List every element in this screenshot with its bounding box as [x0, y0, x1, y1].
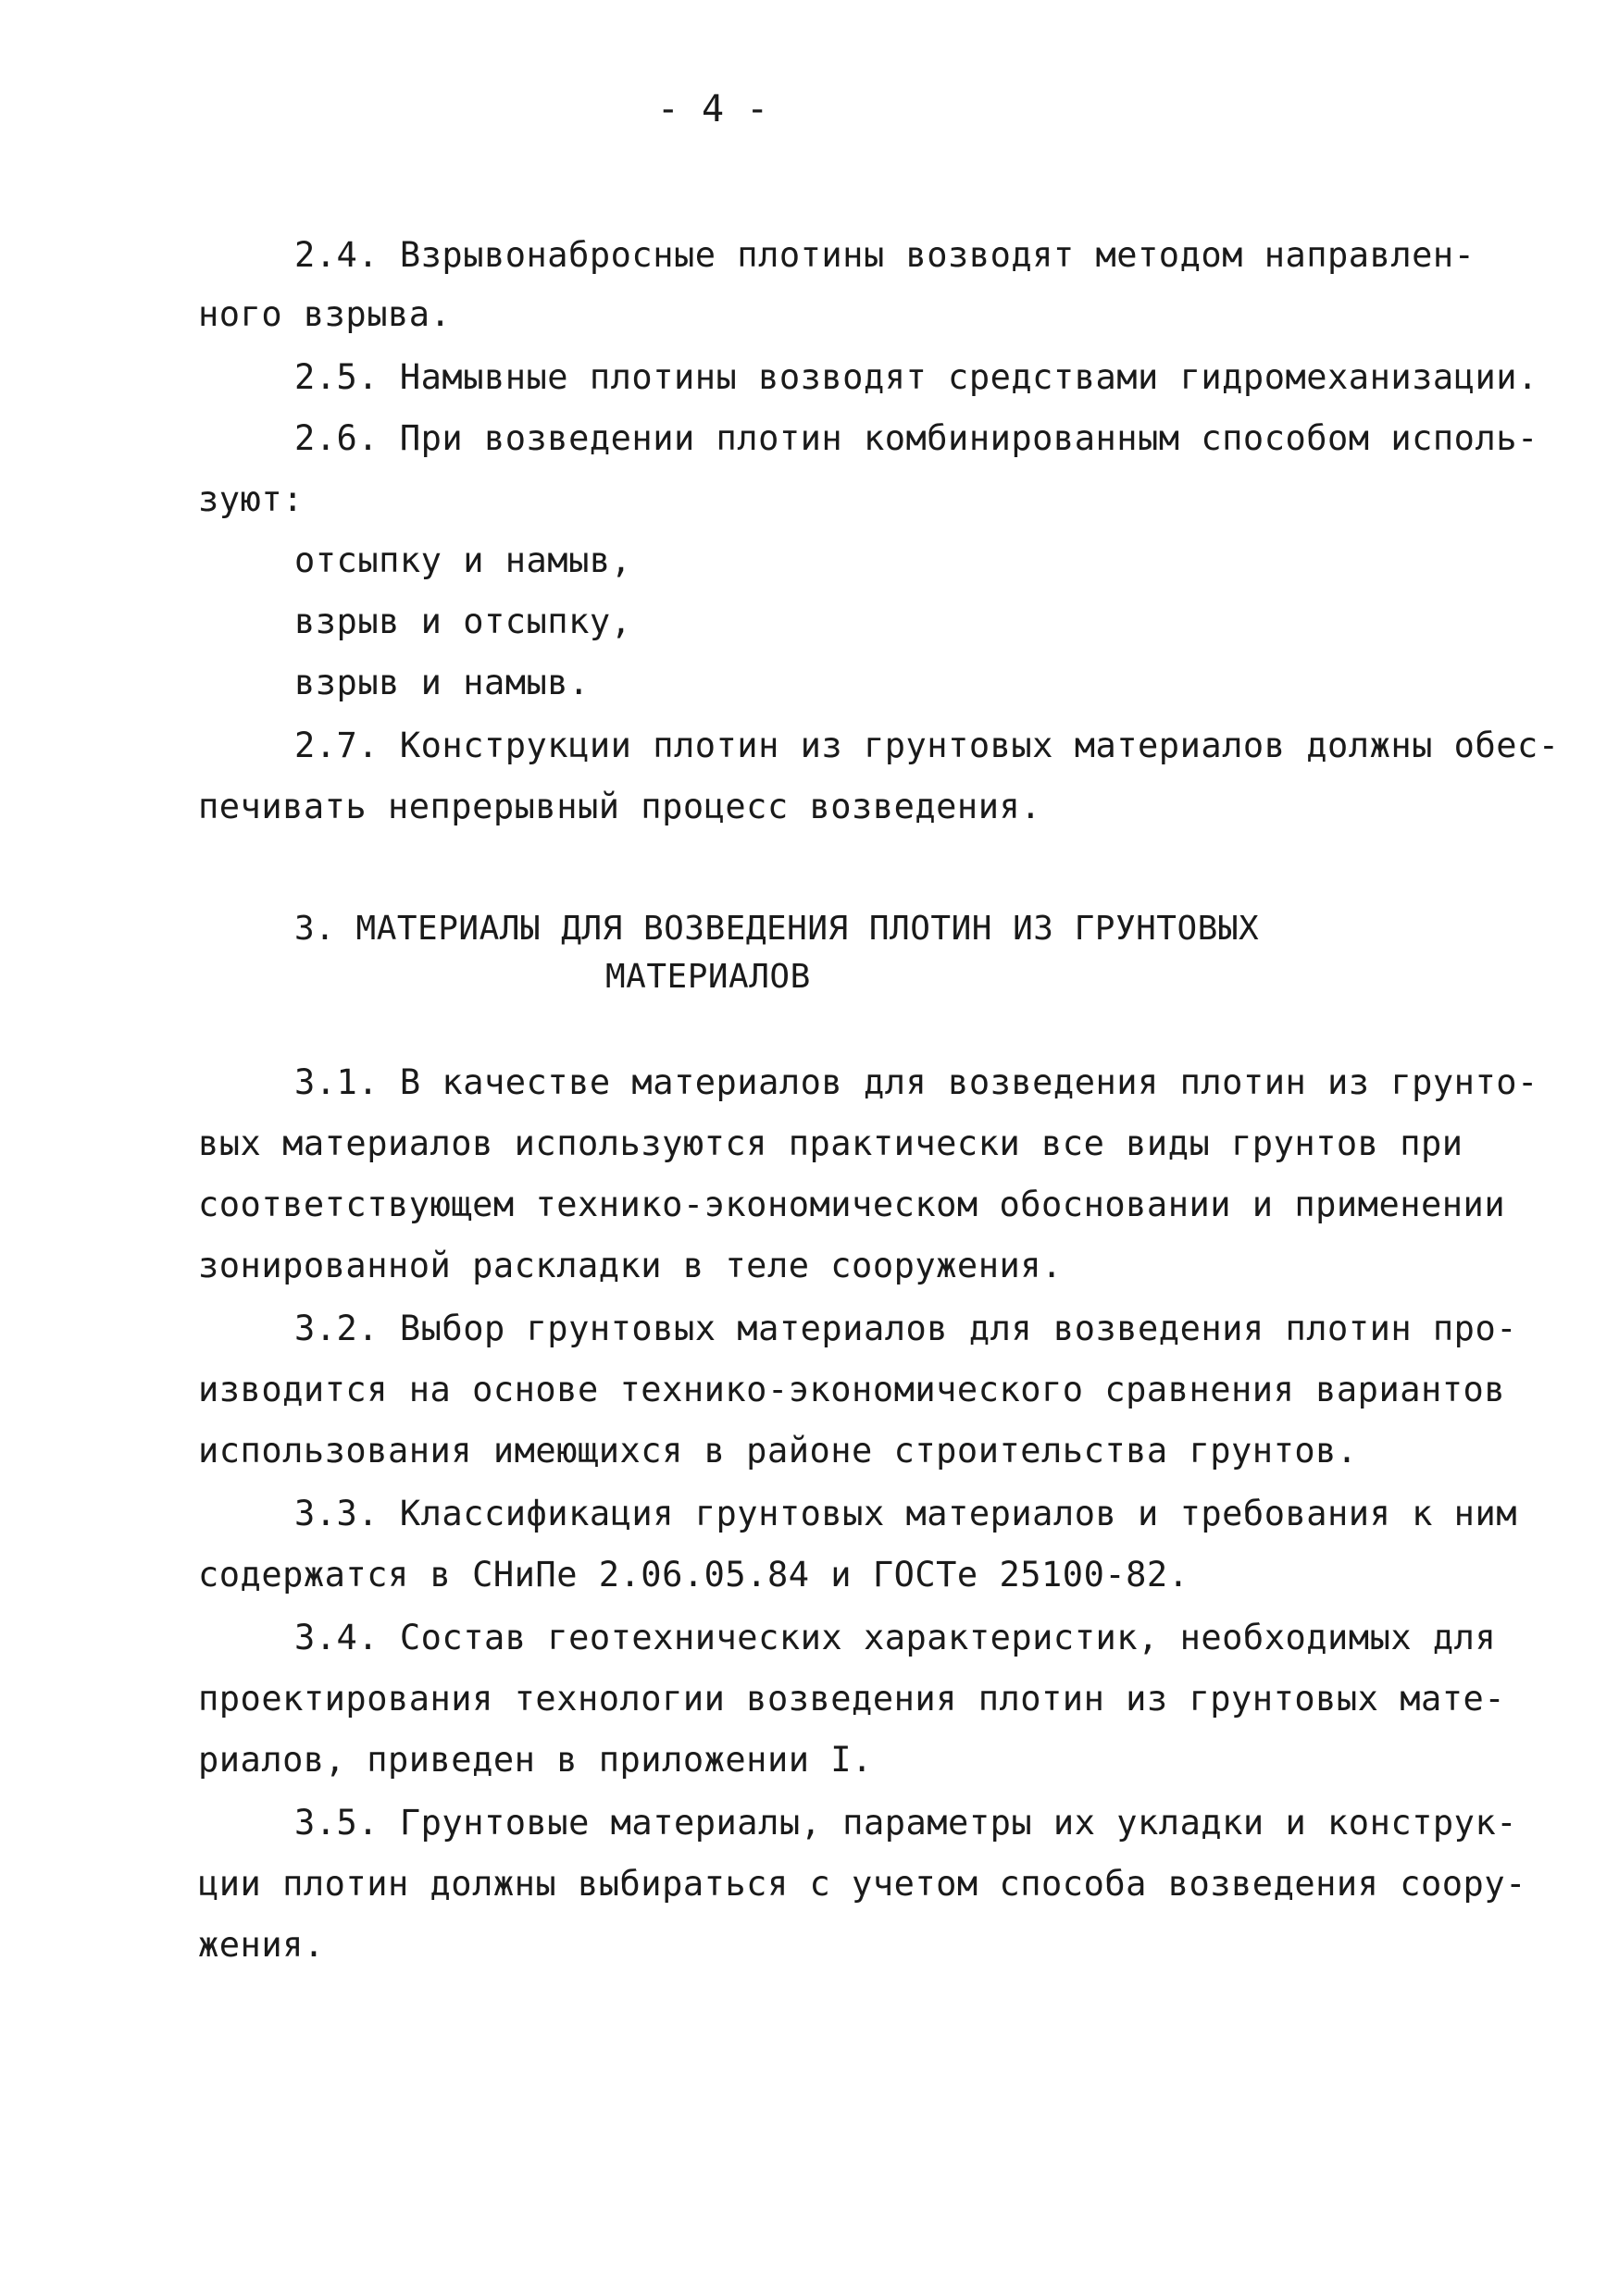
- paragraph-2-7-line-2: печивать непрерывный процесс возведения.: [198, 787, 1042, 826]
- paragraph-3-1-line-4: зонированной раскладки в теле сооружения.: [198, 1246, 1063, 1285]
- paragraph-3-4-line-3: риалов, приведен в приложении I.: [198, 1740, 873, 1780]
- paragraph-3-3-line-1: 3.3. Классификация грунтовых материалов и требования к ним: [294, 1494, 1518, 1533]
- paragraph-2-5-line-1: 2.5. Намывные плотины возводят средствами гидромеханизации.: [294, 357, 1538, 397]
- section-3-heading-line-1: 3. МАТЕРИАЛЫ ДЛЯ ВОЗВЕДЕНИЯ ПЛОТИН ИЗ ГРУНТОВЫХ: [294, 910, 1260, 948]
- section-3-heading-line-2: МАТЕРИАЛОВ: [605, 958, 811, 996]
- paragraph-3-2-line-1: 3.2. Выбор грунтовых материалов для возведения плотин про-: [294, 1309, 1518, 1348]
- paragraph-3-2-line-2: изводится на основе технико-экономического сравнения вариантов: [198, 1370, 1506, 1409]
- paragraph-2-7-line-1: 2.7. Конструкции плотин из грунтовых материалов должны обес-: [294, 726, 1560, 765]
- paragraph-3-5-line-2: ции плотин должны выбираться с учетом способа возведения соору-: [198, 1864, 1526, 1904]
- paragraph-2-4-line-2: ного взрыва.: [198, 294, 452, 334]
- paragraph-3-4-line-1: 3.4. Состав геотехнических характеристик, необходимых для: [294, 1618, 1497, 1657]
- method-item: отсыпку и намыв,: [294, 540, 632, 580]
- paragraph-3-3-line-2: содержатся в СНиПе 2.06.05.84 и ГОСТе 25100-82.: [198, 1555, 1189, 1595]
- page-number: - 4 -: [656, 88, 769, 130]
- paragraph-3-5-line-3: жения.: [198, 1925, 325, 1965]
- method-item: взрыв и намыв.: [294, 663, 590, 702]
- paragraph-2-6-line-2: зуют:: [198, 479, 304, 519]
- paragraph-3-1-line-1: 3.1. В качестве материалов для возведения плотин из грунто-: [294, 1062, 1538, 1102]
- paragraph-3-5-line-1: 3.5. Грунтовые материалы, параметры их укладки и конструк-: [294, 1803, 1518, 1843]
- paragraph-2-4-line-1: 2.4. Взрывонабросные плотины возводят методом направлен-: [294, 235, 1476, 275]
- paragraph-2-6-line-1: 2.6. При возведении плотин комбинированным способом исполь-: [294, 418, 1538, 458]
- paragraph-3-1-line-3: соответствующем технико-экономическом обосновании и применении: [198, 1185, 1506, 1224]
- method-item: взрыв и отсыпку,: [294, 602, 632, 641]
- paragraph-3-1-line-2: вых материалов используются практически все виды грунтов при: [198, 1123, 1463, 1163]
- paragraph-3-4-line-2: проектирования технологии возведения плотин из грунтовых мате-: [198, 1679, 1506, 1719]
- paragraph-3-2-line-3: использования имеющихся в районе строительства грунтов.: [198, 1431, 1358, 1471]
